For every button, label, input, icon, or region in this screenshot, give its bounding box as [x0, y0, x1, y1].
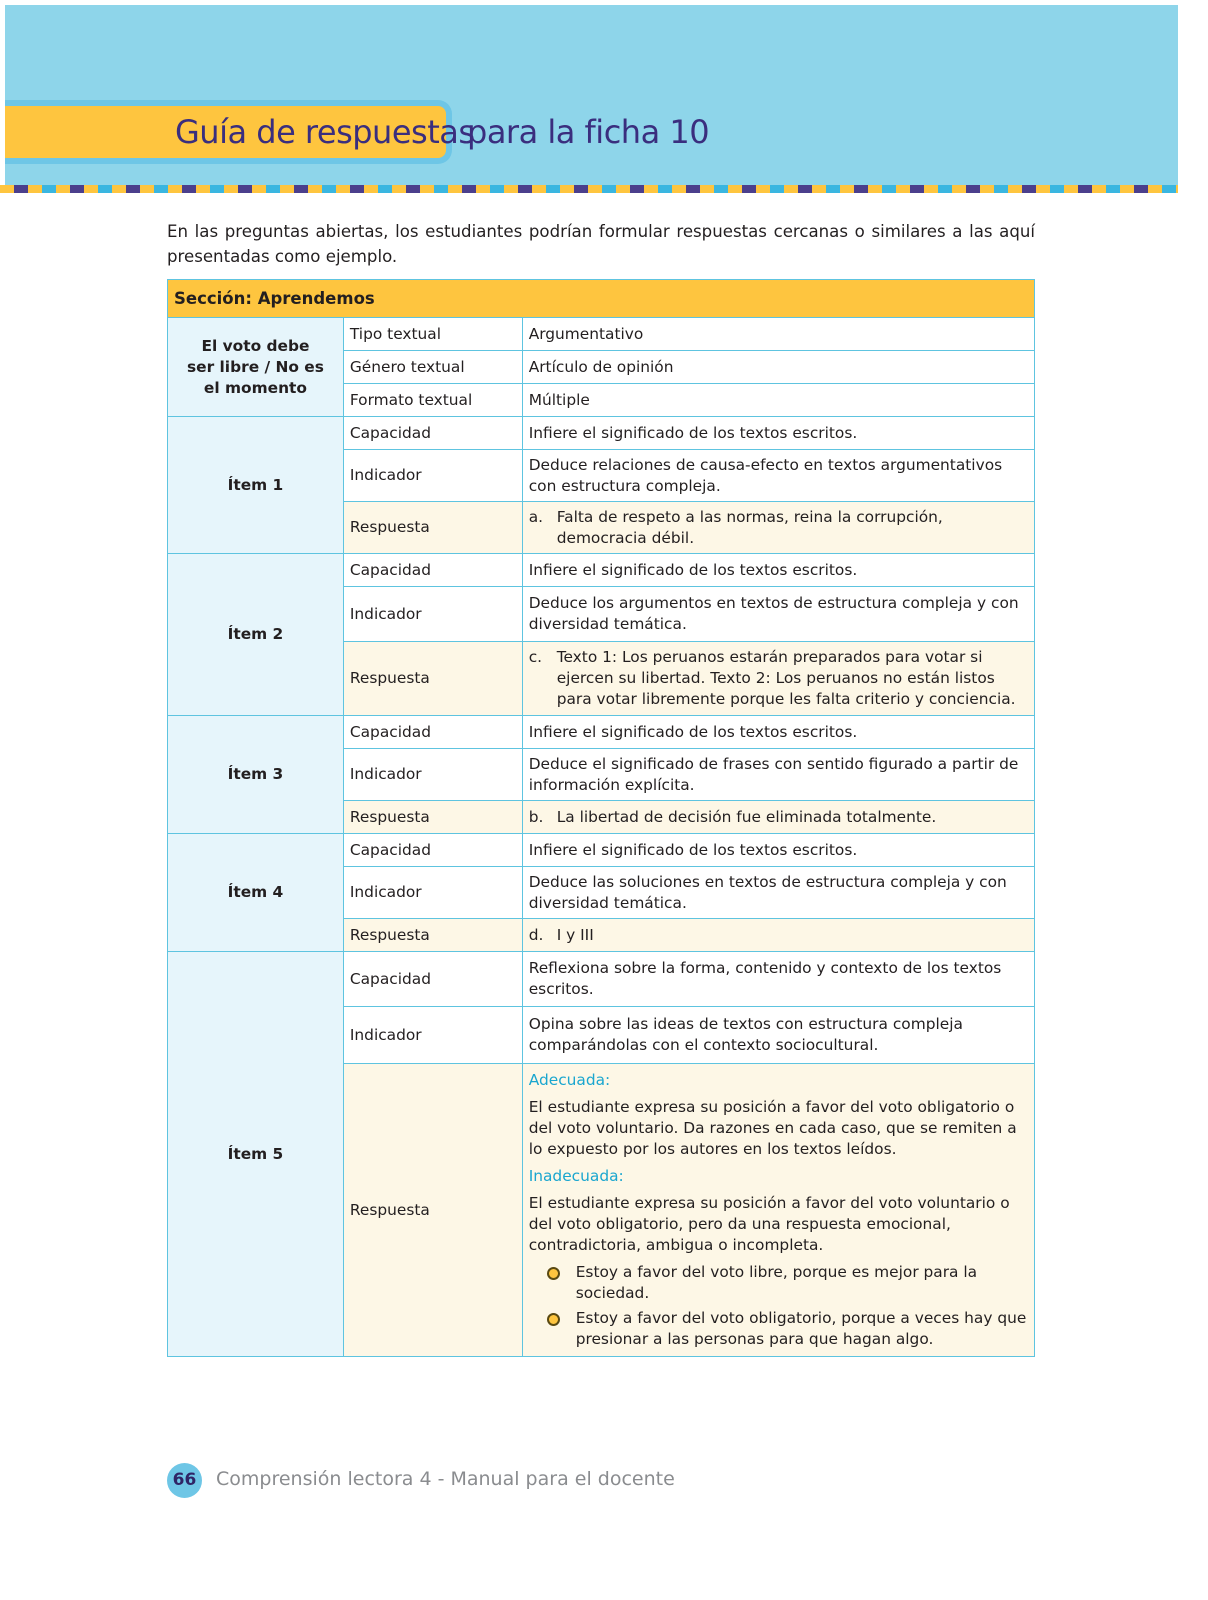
page-number: 66 [167, 1463, 202, 1498]
row-value: Infiere el significado de los textos escritos. [522, 716, 1034, 749]
row-value [522, 642, 1034, 716]
row-label: Indicador [343, 749, 522, 801]
section-title: Sección: Aprendemos [168, 280, 1035, 318]
intro-paragraph: En las preguntas abiertas, los estudiantes podrían formular respuestas cercanas o similares a las aquí presentadas como ejemplo. [167, 222, 1035, 266]
page-title: Guía de respuestas [175, 113, 475, 151]
table-row [168, 834, 1035, 867]
table-row [168, 716, 1035, 749]
page-subtitle: para la ficha 10 [467, 113, 710, 151]
answer-text: I y III [556, 925, 594, 944]
row-value [522, 502, 1034, 554]
table-row [168, 952, 1035, 1007]
row-label: Formato textual [343, 384, 522, 417]
row-value: Artículo de opinión [522, 351, 1034, 384]
dashed-divider [0, 185, 1178, 193]
answer-text: Falta de respeto a las normas, reina la corrupción, democracia débil. [556, 507, 943, 547]
table-row [168, 417, 1035, 450]
row-value: Reflexiona sobre la forma, contenido y contexto de los textos escritos. [522, 952, 1034, 1007]
row-value: Deduce el significado de frases con sentido figurado a partir de información explícita. [522, 749, 1034, 801]
row-value [522, 801, 1034, 834]
row-label: Género textual [343, 351, 522, 384]
row-label: Indicador [343, 1007, 522, 1064]
row-label: Capacidad [343, 554, 522, 587]
row-value: Opina sobre las ideas de textos con estructura compleja comparándolas con el contexto sociocultural. [522, 1007, 1034, 1064]
table-row [168, 318, 1035, 351]
answer-letter: d. [528, 925, 544, 944]
list-item [529, 1262, 1028, 1304]
row-label: Capacidad [343, 952, 522, 1007]
inadecuada-label: Inadecuada: [528, 1167, 624, 1185]
row-label: Tipo textual [343, 318, 522, 351]
inadecuada-text: El estudiante expresa su posición a favor del voto voluntario o del voto obligatorio, pero da una respuesta emocional, contradictoria, ambigua o incompleta. [528, 1194, 1010, 1254]
footer-text: Comprensión lectora 4 - Manual para el docente [216, 1468, 675, 1490]
item-label: Ítem 1 [168, 417, 344, 554]
row-label: Capacidad [343, 716, 522, 749]
row-label: Indicador [343, 450, 522, 502]
row-label: Respuesta [343, 919, 522, 952]
row-value: Argumentativo [522, 318, 1034, 351]
row-label: Respuesta [343, 801, 522, 834]
row-label: Capacidad [343, 417, 522, 450]
row-value: Deduce los argumentos en textos de estructura compleja y con diversidad temática. [522, 587, 1034, 642]
section-header-row [168, 280, 1035, 318]
item-label: Ítem 4 [168, 834, 344, 952]
item-label: Ítem 2 [168, 554, 344, 716]
list-item [529, 1308, 1028, 1350]
row-value: Infiere el significado de los textos escritos. [522, 554, 1034, 587]
answer-text: Texto 1: Los peruanos estarán preparados para votar si ejercen su libertad. Texto 2: Los peruanos no están listos para votar libremente porque les falta criterio y conciencia. [556, 648, 1016, 708]
row-label: Respuesta [343, 1064, 522, 1357]
answer-letter: b. [528, 807, 544, 826]
bullet-text: Estoy a favor del voto libre, porque es mejor para la sociedad. [575, 1263, 978, 1302]
answer-text: La libertad de decisión fue eliminada totalmente. [556, 807, 937, 826]
bullet-text: Estoy a favor del voto obligatorio, porque a veces hay que presionar a las personas para que hagan algo. [575, 1309, 1027, 1348]
row-value: Infiere el significado de los textos escritos. [522, 834, 1034, 867]
answer-letter: a. [528, 507, 544, 526]
bullet-icon [547, 1267, 560, 1280]
row-value: Múltiple [522, 384, 1034, 417]
row-label: Respuesta [343, 642, 522, 716]
table-row [168, 554, 1035, 587]
row-label: Capacidad [343, 834, 522, 867]
bullet-icon [547, 1313, 560, 1326]
adecuada-label: Adecuada: [528, 1071, 611, 1089]
row-label: Indicador [343, 867, 522, 919]
answer-table [167, 279, 1035, 1357]
row-value: Deduce las soluciones en textos de estructura compleja y con diversidad temática. [522, 867, 1034, 919]
row-value: Infiere el significado de los textos escritos. [522, 417, 1034, 450]
row-value [522, 919, 1034, 952]
item-label: Ítem 3 [168, 716, 344, 834]
adecuada-text: El estudiante expresa su posición a favor del voto obligatorio o del voto voluntario. Da razones en cada caso, que se remiten a lo expuesto por los autores en los textos leídos. [528, 1098, 1017, 1158]
answer-letter: c. [528, 648, 543, 666]
text-title: El voto debe ser libre / No es el momento [168, 318, 344, 417]
row-value [522, 1064, 1034, 1357]
row-label: Indicador [343, 587, 522, 642]
row-label: Respuesta [343, 502, 522, 554]
row-value: Deduce relaciones de causa-efecto en textos argumentativos con estructura compleja. [522, 450, 1034, 502]
item-label: Ítem 5 [168, 952, 344, 1357]
